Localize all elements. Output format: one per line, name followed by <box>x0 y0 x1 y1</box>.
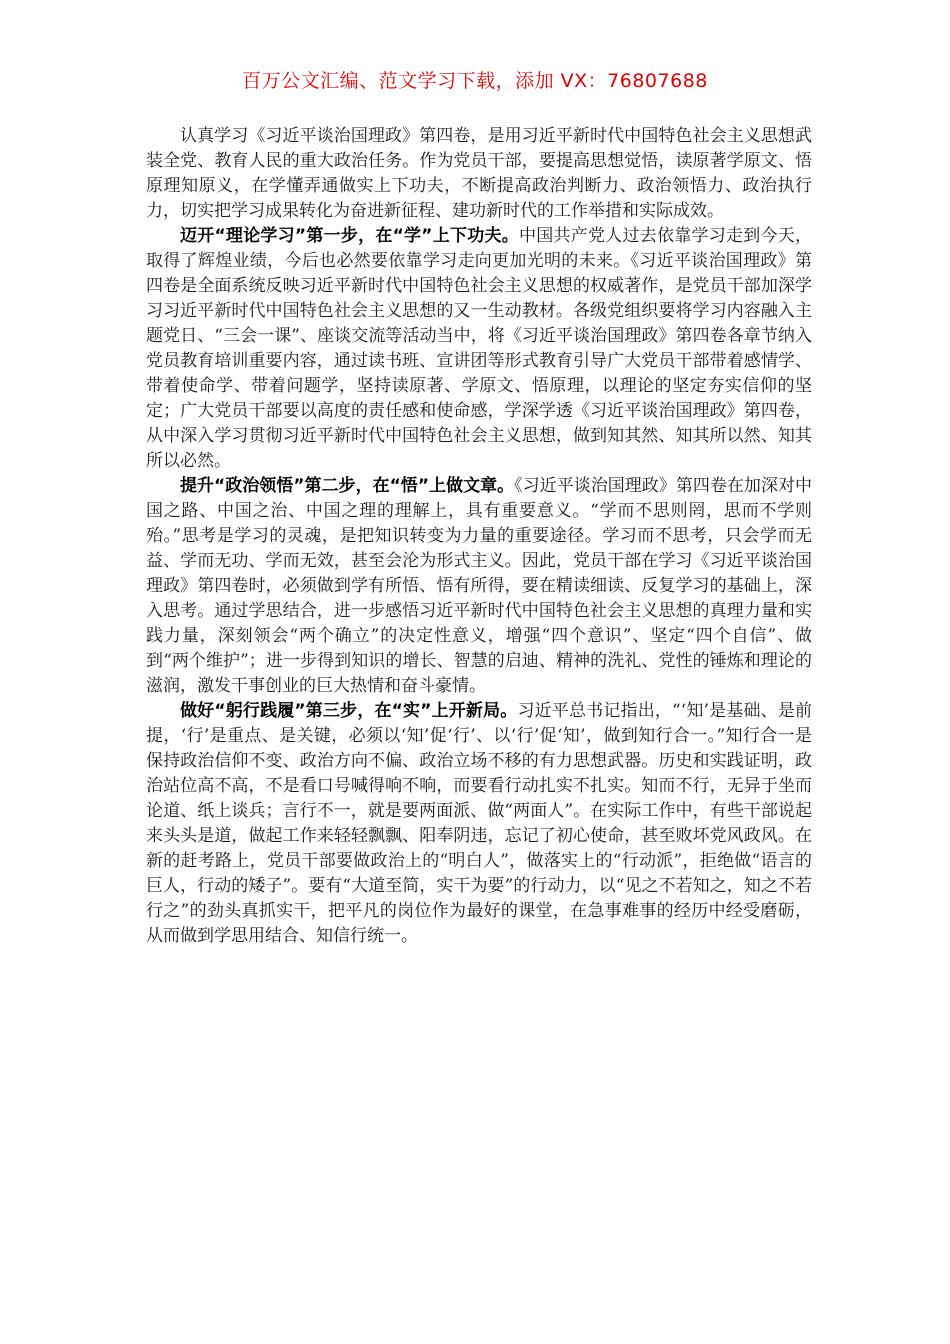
paragraph-comprehension <box>146 474 812 699</box>
paragraph-text: 习近平总书记指出，“‘知’是基础、是前提，‘行’是重点、是关键，必须以‘知’促‘行’、以‘行’促‘知’，做到知行合一。”知行合一是保持政治信仰不变、政治方向不偏、政治立场不移的有力思想武器。历史和实践证明，政治站位高不高，不是看口号喊得响不响，而要看行动扎实不扎实。知而不行，无异于坐而论道、纸上谈兵；言行不一，就是要两面派、做“两面人”。在实际工作中，有些干部说起来头头是道，做起工作来轻轻飘飘、阳奉阴违，忘记了初心使命，甚至败坏党风政风。在新的赶考路上，党员干部要做政治上的“明白人”，做落实上的“行动派”，拒绝做“语言的巨人，行动的矮子”。要有“大道至简，实干为要”的行动力，以“见之不若知之，知之不若行之”的劲头真抓实干，把平凡的岗位作为最好的课堂，在急事难事的经历中经受磨砺，从而做到学思用结合、知信行统一。 <box>146 701 812 946</box>
paragraph-study <box>146 224 812 474</box>
paragraph-practice <box>146 699 812 949</box>
paragraph-text: 认真学习《习近平谈治国理政》第四卷，是用习近平新时代中国特色社会主义思想武装全党、教育人民的重大政治任务。作为党员干部，要提高思想觉悟，读原著学原文、悟原理知原义，在学懂弄通做实上下功夫，不断提高政治判断力、政治领悟力、政治执行力，切实把学习成果转化为奋进新征程、建功新时代的工作举措和实际成效。 <box>146 126 812 221</box>
paragraph-intro <box>146 124 812 224</box>
paragraph-heading: 迈开“理论学习”第一步，在“学”上下功夫。 <box>180 226 519 246</box>
article-body <box>146 124 812 949</box>
paragraph-text: 《习近平谈治国理政》第四卷在加深对中国之路、中国之治、中国之理的理解上，具有重要意义。“学而不思则罔，思而不学则殆。”思考是学习的灵魂，是把知识转变为力量的重要途径。学习而不思考，只会学而无益、学而无功、学而无效，甚至会沦为形式主义。因此，党员干部在学习《习近平谈治国理政》第四卷时，必须做到学有所悟、悟有所得，要在精读细读、反复学习的基础上，深入思考。通过学思结合，进一步感悟习近平新时代中国特色社会主义思想的真理力量和实践力量，深刻领会“两个确立”的决定性意义，增强“四个意识”、坚定“四个自信”、做到“两个维护”；进一步得到知识的增长、智慧的启迪、精神的洗礼、党性的锤炼和理论的滋润，激发干事创业的巨大热情和奋斗豪情。 <box>146 476 812 696</box>
paragraph-heading: 提升“政治领悟”第二步，在“悟”上做文章。 <box>180 476 515 496</box>
paragraph-heading: 做好“躬行践履”第三步，在“实”上开新局。 <box>180 701 518 721</box>
paragraph-text: 中国共产党人过去依靠学习走到今天，取得了辉煌业绩，今后也必然要依靠学习走向更加光明的未来。《习近平谈治国理政》第四卷是全面系统反映习近平新时代中国特色社会主义思想的权威著作，是党员干部加深学习习近平新时代中国特色社会主义思想的又一生动教材。各级党组织要将学习内容融入主题党日、“三会一课”、座谈交流等活动当中，将《习近平谈治国理政》第四卷各章节纳入党员教育培训重要内容，通过读书班、宣讲团等形式教育引导广大党员干部带着感情学、带着使命学、带着问题学，坚持读原著、学原文、悟原理，以理论的坚定夯实信仰的坚定；广大党员干部要以高度的责任感和使命感，学深学透《习近平谈治国理政》第四卷，从中深入学习贯彻习近平新时代中国特色社会主义思想，做到知其然、知其所以然、知其所以必然。 <box>146 226 812 471</box>
header-banner: 百万公文汇编、范文学习下载，添加 VX：76807688 <box>242 70 708 92</box>
